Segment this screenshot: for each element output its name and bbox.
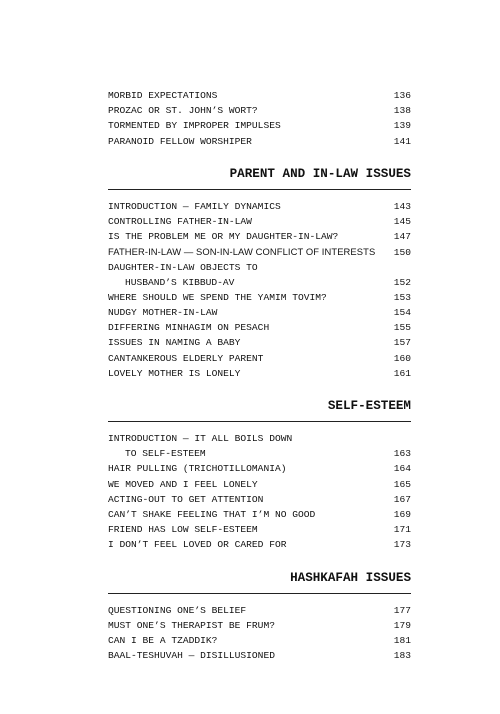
section-heading: PARENT AND IN-LAW ISSUES	[229, 166, 411, 181]
toc-entry-page: 136	[393, 90, 411, 101]
toc-entry-title: LOVELY MOTHER IS LONELY	[108, 367, 241, 379]
toc-entry	[108, 648, 411, 663]
table-of-contents	[108, 88, 411, 663]
toc-entry-page: 160	[393, 352, 411, 364]
toc-entry-page: 154	[393, 307, 411, 319]
toc-entry-title: INTRODUCTION — IT ALL BOILS DOWN	[108, 433, 293, 444]
toc-entry-title: PROZAC OR ST. JOHN’S WORT?	[108, 105, 258, 117]
toc-entry	[108, 118, 411, 133]
toc-entry-page: 147	[393, 231, 411, 243]
toc-entry	[108, 351, 411, 366]
toc-entry-title: WHERE SHOULD WE SPEND THE YAMIM TOVIM?	[108, 291, 327, 303]
toc-entry-page: 139	[393, 120, 411, 132]
toc-entry-page: 173	[393, 539, 411, 551]
toc-entry-title: FRIEND HAS LOW SELF-ESTEEM	[108, 524, 258, 536]
toc-entry-title: CAN’T SHAKE FEELING THAT I’M NO GOOD	[108, 508, 316, 520]
toc-entry	[108, 507, 411, 522]
section-divider	[108, 189, 411, 190]
toc-entry	[108, 618, 411, 633]
toc-entry-page: 169	[393, 508, 411, 520]
toc-entry-title: TO SELF-ESTEEM	[125, 448, 206, 460]
toc-entry-page: 179	[393, 619, 411, 631]
toc-entry	[108, 477, 411, 492]
toc-entry	[108, 446, 411, 461]
toc-entry	[108, 633, 411, 648]
toc-entry	[108, 134, 411, 149]
toc-section-self-esteem	[108, 395, 411, 553]
toc-entry-page: 181	[393, 634, 411, 646]
toc-entry-page: 155	[393, 322, 411, 334]
toc-entry	[108, 492, 411, 507]
toc-entry-title: HAIR PULLING (TRICHOTILLOMANIA)	[108, 463, 287, 475]
toc-entry	[108, 88, 411, 103]
toc-entry-title: DIFFERING MINHAGIM ON PESACH	[108, 322, 270, 334]
toc-entry	[108, 431, 411, 446]
toc-entry-title: MORBID EXPECTATIONS	[108, 90, 218, 101]
toc-entry	[108, 603, 411, 618]
section-heading: SELF-ESTEEM	[327, 399, 411, 413]
toc-entry-page: 152	[393, 276, 411, 288]
section-divider	[108, 593, 411, 594]
toc-entry	[108, 229, 411, 244]
toc-entry-title: ACTING-OUT TO GET ATTENTION	[108, 493, 264, 505]
toc-entry	[108, 461, 411, 476]
toc-entry	[108, 199, 411, 214]
toc-entry	[108, 103, 411, 118]
toc-entry	[108, 320, 411, 335]
toc-entry-title: CAN I BE A TZADDIK?	[108, 634, 218, 646]
toc-entry-page: 143	[393, 200, 411, 212]
toc-entry-page: 145	[393, 215, 411, 227]
toc-entry-title: CANTANKEROUS ELDERLY PARENT	[108, 352, 264, 364]
toc-entry-title: ISSUES IN NAMING A BABY	[108, 337, 241, 349]
toc-entry-page: 164	[393, 463, 411, 475]
toc-entry	[108, 537, 411, 552]
toc-section-parent-in-law	[108, 163, 411, 381]
toc-entry-page: 153	[393, 291, 411, 303]
toc-entry	[108, 305, 411, 320]
toc-entry-title: DAUGHTER-IN-LAW OBJECTS TO	[108, 261, 258, 273]
toc-entry	[108, 335, 411, 350]
toc-entry-title: CONTROLLING FATHER-IN-LAW	[108, 215, 252, 227]
toc-entry-page: 150	[393, 247, 411, 259]
section-heading: HASHKAFAH ISSUES	[290, 570, 411, 585]
toc-entry	[108, 522, 411, 537]
toc-entry	[108, 275, 411, 290]
toc-entry	[108, 214, 411, 229]
toc-entry	[108, 290, 411, 305]
toc-entry-title: IS THE PROBLEM ME OR MY DAUGHTER-IN-LAW?	[108, 231, 339, 243]
toc-entry-page: 157	[393, 337, 411, 349]
toc-entry-page: 161	[393, 367, 411, 379]
toc-entry-title: HUSBAND’S KIBBUD-AV	[125, 276, 235, 288]
toc-section-continued	[108, 88, 411, 149]
toc-entry-title: I DON’T FEEL LOVED OR CARED FOR	[108, 539, 287, 551]
toc-entry-title: PARANOID FELLOW WORSHIPER	[108, 135, 252, 147]
toc-entry-title: MUST ONE’S THERAPIST BE FRUM?	[108, 619, 275, 631]
toc-entry	[108, 260, 411, 275]
toc-entry-page: 177	[393, 604, 411, 616]
section-divider	[108, 421, 411, 422]
toc-entry-title: WE MOVED AND I FEEL LONELY	[108, 478, 258, 490]
toc-entry-page: 163	[393, 448, 411, 460]
toc-entry-page: 141	[393, 135, 411, 147]
toc-entry-page: 171	[393, 524, 411, 536]
toc-entry	[108, 366, 411, 381]
toc-entry-title: BAAL-TESHUVAH — DISILLUSIONED	[108, 650, 275, 662]
toc-entry-page: 138	[393, 105, 411, 117]
toc-entry-title: FATHER-IN-LAW — SON-IN-LAW CONFLICT OF INTERESTS	[108, 246, 376, 258]
toc-entry-page: 183	[393, 650, 411, 662]
toc-entry-title: INTRODUCTION — FAMILY DYNAMICS	[108, 200, 281, 212]
toc-entry-title: NUDGY MOTHER-IN-LAW	[108, 307, 218, 319]
toc-entry-page: 165	[393, 478, 411, 490]
toc-entry	[108, 244, 411, 259]
toc-section-hashkafah	[108, 567, 411, 664]
toc-entry-title: TORMENTED BY IMPROPER IMPULSES	[108, 120, 281, 132]
toc-entry-title: QUESTIONING ONE’S BELIEF	[108, 604, 247, 616]
toc-entry-page: 167	[393, 493, 411, 505]
